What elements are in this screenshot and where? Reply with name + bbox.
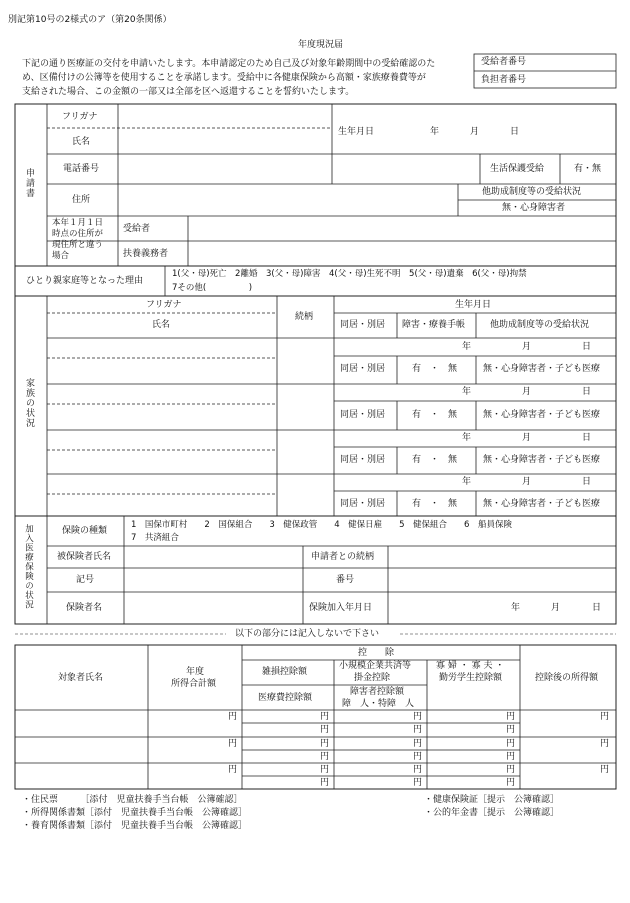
family-1-cohabit[interactable]: 同居・別居: [340, 364, 386, 374]
doc-left-3: ・養育関係書類［添付 児童扶養手当台帳 公簿確認］: [22, 821, 248, 831]
jan1-label-4: 場合: [52, 251, 70, 261]
other-aid-value[interactable]: 無・心身障害者: [502, 203, 566, 213]
yen-total-3: 円: [228, 765, 238, 775]
intro-line-2: め、区備付けの公簿等を使用することを承諾します。受給中に各健康保険から高額・家族療養費等が: [22, 73, 426, 83]
family-3-year: 年: [462, 433, 472, 443]
enroll-month: 月: [551, 603, 561, 613]
family-2-month: 月: [522, 387, 532, 397]
single-parent-reasons-1[interactable]: 1(父・母)死亡 2離婚 3(父・母)障害 4(父・母)生死不明 5(父・母)遺棄 6(父・母)拘禁: [172, 269, 527, 279]
yen-c2-r3a: 円: [413, 765, 423, 775]
yen-c2-r3b: 円: [413, 778, 423, 788]
family-1-other-aid[interactable]: 無・心身障害者・子ども医療: [483, 364, 601, 374]
family-section-label: 家族の状況: [24, 378, 34, 428]
number-label: 番号: [336, 575, 355, 585]
insurance-type-label: 保険の種類: [62, 526, 108, 536]
family-2-day: 日: [582, 387, 592, 397]
disabled-header-1: 障害者控除額: [350, 687, 405, 697]
jan1-label-1: 本年１月１日: [52, 218, 104, 228]
yen-c2-r2a: 円: [413, 739, 423, 749]
phone-field[interactable]: [120, 156, 330, 182]
yen-c1-r1a: 円: [320, 712, 330, 722]
family-4-cohabit[interactable]: 同居・別居: [340, 499, 386, 509]
yen-c3-r2a: 円: [506, 739, 516, 749]
family-2-year: 年: [462, 387, 472, 397]
yen-c1-r2b: 円: [320, 752, 330, 762]
applicant-relation-field[interactable]: [390, 548, 614, 566]
yen-c1-r3b: 円: [320, 778, 330, 788]
single-parent-reasons-2[interactable]: 7その他( ): [172, 283, 253, 293]
deduction-header: 控 除: [358, 648, 395, 658]
insured-name-field[interactable]: [126, 548, 301, 566]
applicant-birth-month: 月: [470, 127, 480, 137]
disabled-header-2: 障 人・特障 人: [342, 699, 415, 709]
family-4-month: 月: [522, 477, 532, 487]
applicant-section-label: 申請書: [24, 168, 34, 198]
jan1-label-2: 時点の住所が: [52, 229, 104, 239]
address-field[interactable]: [120, 186, 456, 214]
family-1-month: 月: [522, 342, 532, 352]
family-other-aid-header: 他助成制度等の受給状況: [490, 320, 590, 330]
family-4-other-aid[interactable]: 無・心身障害者・子ども医療: [483, 499, 601, 509]
family-cohabit-header: 同居・別居: [340, 320, 386, 330]
welfare-label: 生活保護受給: [490, 164, 545, 174]
jan1-label-3: 現住所と違う: [52, 240, 104, 250]
family-disability-header: 障害・療養手帳: [402, 320, 466, 330]
recipient-number-field[interactable]: [540, 55, 615, 70]
applicant-birth-label: 生年月日: [338, 127, 375, 137]
yen-after-2: 円: [600, 739, 610, 749]
address-label: 住所: [72, 195, 91, 205]
intro-line-1: 下記の通り医療証の交付を申請いたします。本申請認定のため自己及び対象年齢期間中の受給確認のた: [22, 59, 436, 69]
applicant-name-field[interactable]: [120, 130, 330, 152]
applicant-furigana-label: フリガナ: [62, 112, 98, 122]
yen-after-1: 円: [600, 712, 610, 722]
family-3-disability[interactable]: 有 ・ 無: [412, 455, 458, 465]
widow-header-2: 勤労学生控除額: [439, 673, 503, 683]
phone-label: 電話番号: [63, 164, 100, 174]
form-number: 別記第10号の2様式のア（第20条関係）: [8, 15, 172, 25]
yen-c3-r1a: 円: [506, 712, 516, 722]
insurance-section-label: 加入医療保険の状況: [23, 524, 34, 610]
medical-header: 医療費控除額: [258, 693, 313, 703]
family-3-day: 日: [582, 433, 592, 443]
yen-c2-r1a: 円: [413, 712, 423, 722]
family-3-month: 月: [522, 433, 532, 443]
total-income-header-2: 所得合計額: [171, 679, 217, 689]
family-1-disability[interactable]: 有 ・ 無: [412, 364, 458, 374]
yen-c3-r3b: 円: [506, 778, 516, 788]
welfare-value[interactable]: 有・無: [574, 164, 602, 174]
family-4-day: 日: [582, 477, 592, 487]
enroll-day: 日: [592, 603, 602, 613]
yen-c3-r1b: 円: [506, 725, 516, 735]
after-income-header: 控除後の所得額: [535, 673, 599, 683]
applicant-furigana-field[interactable]: [120, 106, 330, 126]
recipient-address-field[interactable]: [190, 218, 614, 239]
applicant-birth-year: 年: [430, 127, 440, 137]
insurer-name-field[interactable]: [126, 594, 301, 622]
family-relation-header: 続柄: [295, 312, 314, 322]
recipient-label: 受給者: [123, 224, 151, 234]
family-name-header: 氏名: [152, 320, 171, 330]
yen-c3-r3a: 円: [506, 765, 516, 775]
casualty-header: 雑損控除額: [262, 667, 308, 677]
doc-right-1: ・健康保険証［提示 公簿確認］: [424, 795, 560, 805]
insurer-name-label: 保険者名: [66, 603, 103, 613]
family-2-other-aid[interactable]: 無・心身障害者・子ども医療: [483, 410, 601, 420]
widow-header-1: 寡 婦 ・ 寡 夫 ・: [436, 661, 505, 671]
symbol-label: 記号: [76, 575, 95, 585]
doc-right-2: ・公的年金書［提示 公簿確認］: [424, 808, 560, 818]
yen-c1-r1b: 円: [320, 725, 330, 735]
recipient-number-label: 受給者番号: [481, 57, 527, 67]
family-3-cohabit[interactable]: 同居・別居: [340, 455, 386, 465]
doc-left-1: ・住民票 ［添付 児童扶養手当台帳 公簿確認］: [22, 795, 243, 805]
small-business-header-2: 掛金控除: [354, 673, 391, 683]
payer-number-label: 負担者番号: [481, 75, 527, 85]
doc-left-2: ・所得関係書類［添付 児童扶養手当台帳 公簿確認］: [22, 808, 248, 818]
family-2-cohabit[interactable]: 同居・別居: [340, 410, 386, 420]
enroll-date-label: 保険加入年月日: [309, 603, 373, 613]
family-birth-header: 生年月日: [455, 300, 492, 310]
applicant-relation-label: 申請者との続柄: [311, 552, 375, 562]
target-name-header: 対象者氏名: [58, 673, 104, 683]
family-1-day: 日: [582, 342, 592, 352]
family-4-year: 年: [462, 477, 472, 487]
number-field[interactable]: [390, 570, 614, 590]
supporter-label: 扶養義務者: [123, 249, 169, 259]
yen-total-2: 円: [228, 739, 238, 749]
page-title: 年度現況届: [298, 40, 344, 50]
single-parent-label: ひとり親家庭等となった理由: [26, 276, 144, 286]
applicant-name-label: 氏名: [72, 137, 91, 147]
family-3-other-aid[interactable]: 無・心身障害者・子ども医療: [483, 455, 601, 465]
yen-c3-r2b: 円: [506, 752, 516, 762]
enroll-year: 年: [511, 603, 521, 613]
yen-after-3: 円: [600, 765, 610, 775]
intro-line-3: 支給された場合、この金額の一部又は全部を区へ返還することを誓約いたします。: [22, 87, 355, 97]
applicant-birth-day: 日: [510, 127, 520, 137]
family-1-year: 年: [462, 342, 472, 352]
yen-c2-r1b: 円: [413, 725, 423, 735]
supporter-address-field[interactable]: [190, 243, 614, 264]
office-use-divider: 以下の部分には記入しないで下さい: [235, 629, 380, 639]
family-2-disability[interactable]: 有 ・ 無: [412, 410, 458, 420]
small-business-header-1: 小規模企業共済等: [339, 661, 412, 671]
insured-name-label: 被保険者氏名: [57, 552, 112, 562]
family-furigana-header: フリガナ: [146, 300, 182, 310]
insurance-type-options-2[interactable]: 7 共済組合: [131, 533, 179, 543]
yen-c2-r2b: 円: [413, 752, 423, 762]
payer-number-field[interactable]: [540, 72, 615, 87]
symbol-field[interactable]: [126, 570, 301, 590]
yen-total-1: 円: [228, 712, 238, 722]
total-income-header-1: 年度: [186, 667, 205, 677]
other-aid-label: 他助成制度等の受給状況: [482, 187, 582, 197]
yen-c1-r2a: 円: [320, 739, 330, 749]
family-4-disability[interactable]: 有 ・ 無: [412, 499, 458, 509]
insurance-type-options-1[interactable]: 1 国保市町村 2 国保組合 3 健保政管 4 健保日雇 5 健保組合 6 船員保険: [131, 520, 512, 530]
yen-c1-r3a: 円: [320, 765, 330, 775]
